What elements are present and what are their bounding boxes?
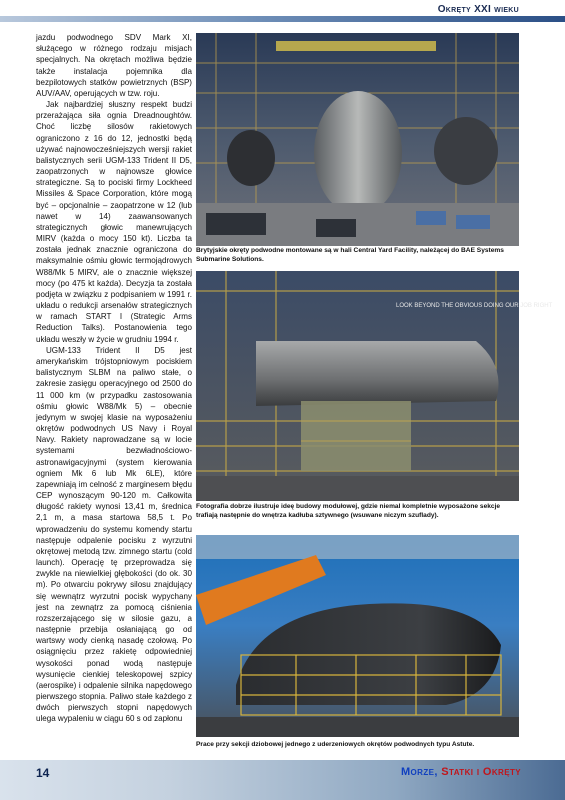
photo-modular-section xyxy=(196,271,553,501)
footer-rule xyxy=(0,758,565,760)
caption-3: Prace przy sekcji dziobowej jednego z uderzeniowych okrętów podwodnych typu Astute. xyxy=(196,741,475,748)
caption-2: Fotografia dobrze ilustruje ideę budowy modułowej, gdzie niemal kompletnie wyposażone sekcje trafiają następnie do wnętrza kadłuba sztywnego (wsuwane niczym szuflady). xyxy=(196,503,501,519)
caption-1: Brytyjskie okręty podwodne montowane są w hali Central Yard Facility, należącej do BAE Systems Submarine Solutions. xyxy=(196,247,504,263)
header-rule xyxy=(0,16,565,22)
paragraph-1: jazdu podwodnego SDV Mark XI, służącego w różnego rodzaju misjach specjalnych. Na okrętach możliwa będzie także instalacja pojemnika dla bezpilotowych statków powietrznych (BSP) AUV/AAV, operujących w tzw. roju. xyxy=(36,33,192,98)
article-text xyxy=(36,32,192,752)
section-title: Okręty XXI wieku xyxy=(432,4,525,15)
photo-bow-section xyxy=(196,535,519,737)
paragraph-3: UGM-133 Trident II D5 jest amerykańskim trójstopniowym pociskiem balistycznym SLBM na paliwo stałe, o zakresie zasięgu operacyjnego od 2500 do 11 000 km (w przypadku zastosowania ośmiu głowic W88/Mk 5) – obecnie jedynym w swojej klasie na wyposażeniu okrętów podwodnych US Navy i Royal Navy. Rakiety naprowadzane są w locie systemami bezwładnościowo-astronawigacyjnymi (system kierowania ogniem Mk 6 lub Mk 6LE), które zapewniają im celność z marginesem błędu CEP wynoszącym 90-120 m. Całkowita długość rakiety wynosi 13,41 m, średnica 2,1 m, a masa startowa 58,5 t. Po wprowadzeniu do systemu komendy startu następuje odpalenie pocisku z wyrzutni okrętowej metodą tzw. zimnego startu (cold launch). Operację tę przeprowadza się zwykle na niewielkiej głębokości (do ok. 30 m). Po otwarciu pokrywy silosu znajdujący się wewnątrz wyrzutni pocisk wypychany jest na zewnątrz za pomocą ciśnienia rozszerzającego się w silosie gazu, a następnie przebija osłaniającą go od wartswy wody cienką nasadę czołową. Po osiągnięciu przez rakietę odpowiedniej wysokości ponad wodą następuje wysunięcie cienkiej teleskopowej szpicy (aerospike) i odpalenie silnika napędowego pierwszego stopnia. Paliwo stałe każdego z dwóch pierwszych stopni napędowych ulega wypaleniu w ciągu 60 s od zapłonu xyxy=(36,345,192,724)
page-number: 14 xyxy=(36,766,50,780)
magazine-title xyxy=(401,766,521,778)
photo-submarine-hall xyxy=(196,33,519,246)
magazine-title-part1: Morze, xyxy=(400,766,438,778)
paragraph-2: Jak najbardziej słuszny respekt budzi przerażająca siła ognia Dreadnoughtów. Choć liczbę silosów rakietowych ograniczono z 16 do 12, jednostki będą używać najnowocześniejszych wersji rakiet balistycznych serii UGM-133 Trident II D5, zaopatrzonych w najnowsze głowice strategiczne. Są to pociski firmy Lockheed Missiles & Space Corporation, które mogą być – opcjonalnie – zaopatrzone w 12 (lub nawet w 14) zaawansowanych strategicznych głowic manewrujących MIRV (każda o mocy 150 kt). Liczba ta została jednak znacznie ograniczona do maksymalnie ośmiu głowic termojądrowych W88/Mk 5 MIRV, ale o znacznie większej mocy (po 475 kt każda). Decyzja ta została podjęta w związku z podpisaniem w 1991 r. układu o redukcji arsenałów strategicznych w ramach START I (Strategic Arms Reduction Talks). Postanowienia tego układu weszły w życie w grudniu 1994 r. xyxy=(36,100,192,344)
wall-slogan: LOOK BEYOND THE OBVIOUS DOING OUR JOB RIGHT xyxy=(396,303,553,309)
footer-band xyxy=(0,758,565,800)
magazine-title-part2: Statki i Okręty xyxy=(441,766,521,778)
